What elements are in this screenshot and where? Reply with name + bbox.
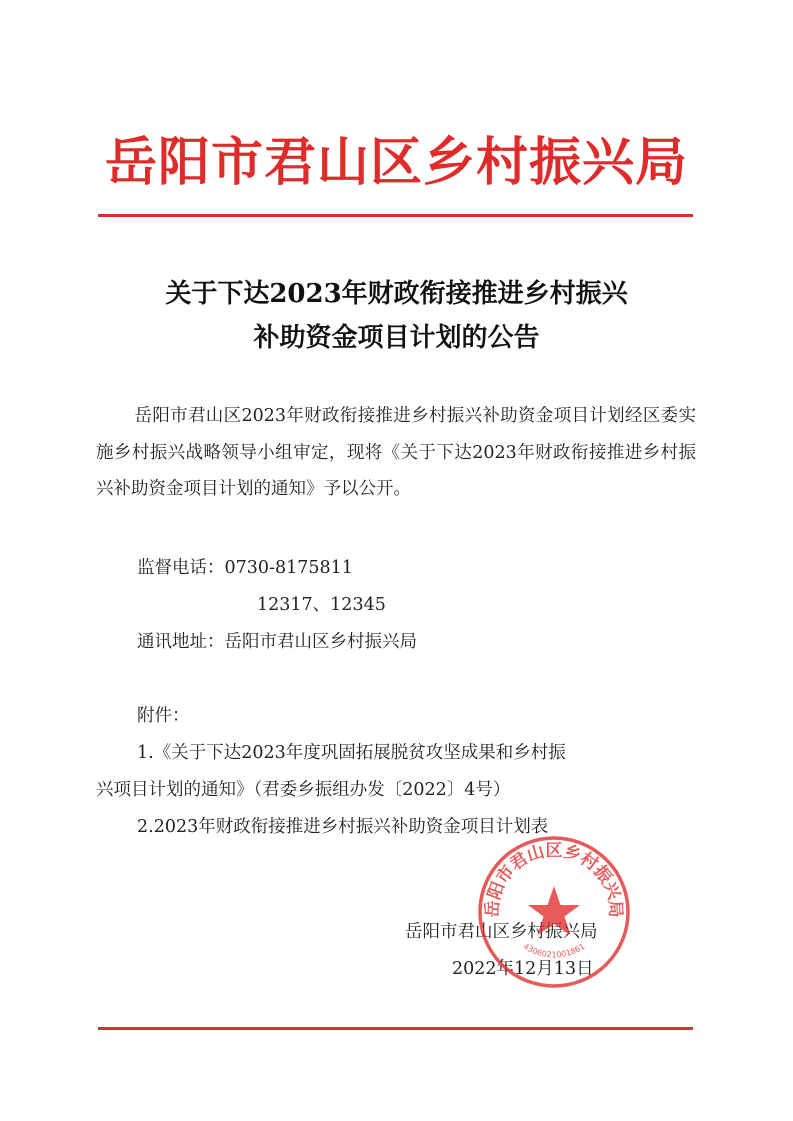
address-row <box>137 628 417 653</box>
seal-code-path: 4306021001861 <box>521 941 587 960</box>
phone-label: 监督电话： <box>137 558 225 578</box>
agency-header: 岳阳市君山区乡村振兴局 <box>104 133 688 193</box>
phone-number-1: 0730-8175811 <box>224 558 353 578</box>
seal-text-path: 岳阳市君山区乡村振兴局 <box>482 841 626 918</box>
announcement-paragraph <box>96 398 696 508</box>
paragraph-text: 岳阳市君山区2023年财政衔接推进乡村振兴补助资金项目计划经区委实施乡村振兴战略领导小组审定，现将《关于下达2023年财政衔接推进乡村振兴补助资金项目计划的通知》予以公开。 <box>96 406 696 499</box>
attachments-label: 附件： <box>137 706 190 726</box>
footer-red-rule <box>98 1027 693 1030</box>
address-label: 通讯地址： <box>137 632 225 652</box>
signature-organization: 岳阳市君山区乡村振兴局 <box>405 922 598 942</box>
seal-star-icon <box>528 886 580 935</box>
signature-date: 2022年12月13日 <box>452 959 594 979</box>
document-title <box>60 272 733 360</box>
official-seal <box>474 832 634 992</box>
seal-code <box>522 942 587 960</box>
title-line-1: 关于下达2023年财政衔接推进乡村振兴 <box>165 279 628 309</box>
attachment-item-2: 2.2023年财政衔接推进乡村振兴补助资金项目计划表 <box>137 817 549 837</box>
phone-number-2: 12317、12345 <box>257 595 386 615</box>
title-line-2: 补助资金项目计划的公告 <box>253 323 540 353</box>
phone-row <box>137 554 353 579</box>
attachment-item-1-line-2: 兴项目计划的通知》（君委乡振组办发〔2022〕4号） <box>96 780 511 800</box>
header-red-rule <box>98 214 693 217</box>
attachment-item-1-line-1: 1.《关于下达2023年度巩固拓展脱贫攻坚成果和乡村振 <box>137 743 566 763</box>
address-value: 岳阳市君山区乡村振兴局 <box>224 632 417 652</box>
